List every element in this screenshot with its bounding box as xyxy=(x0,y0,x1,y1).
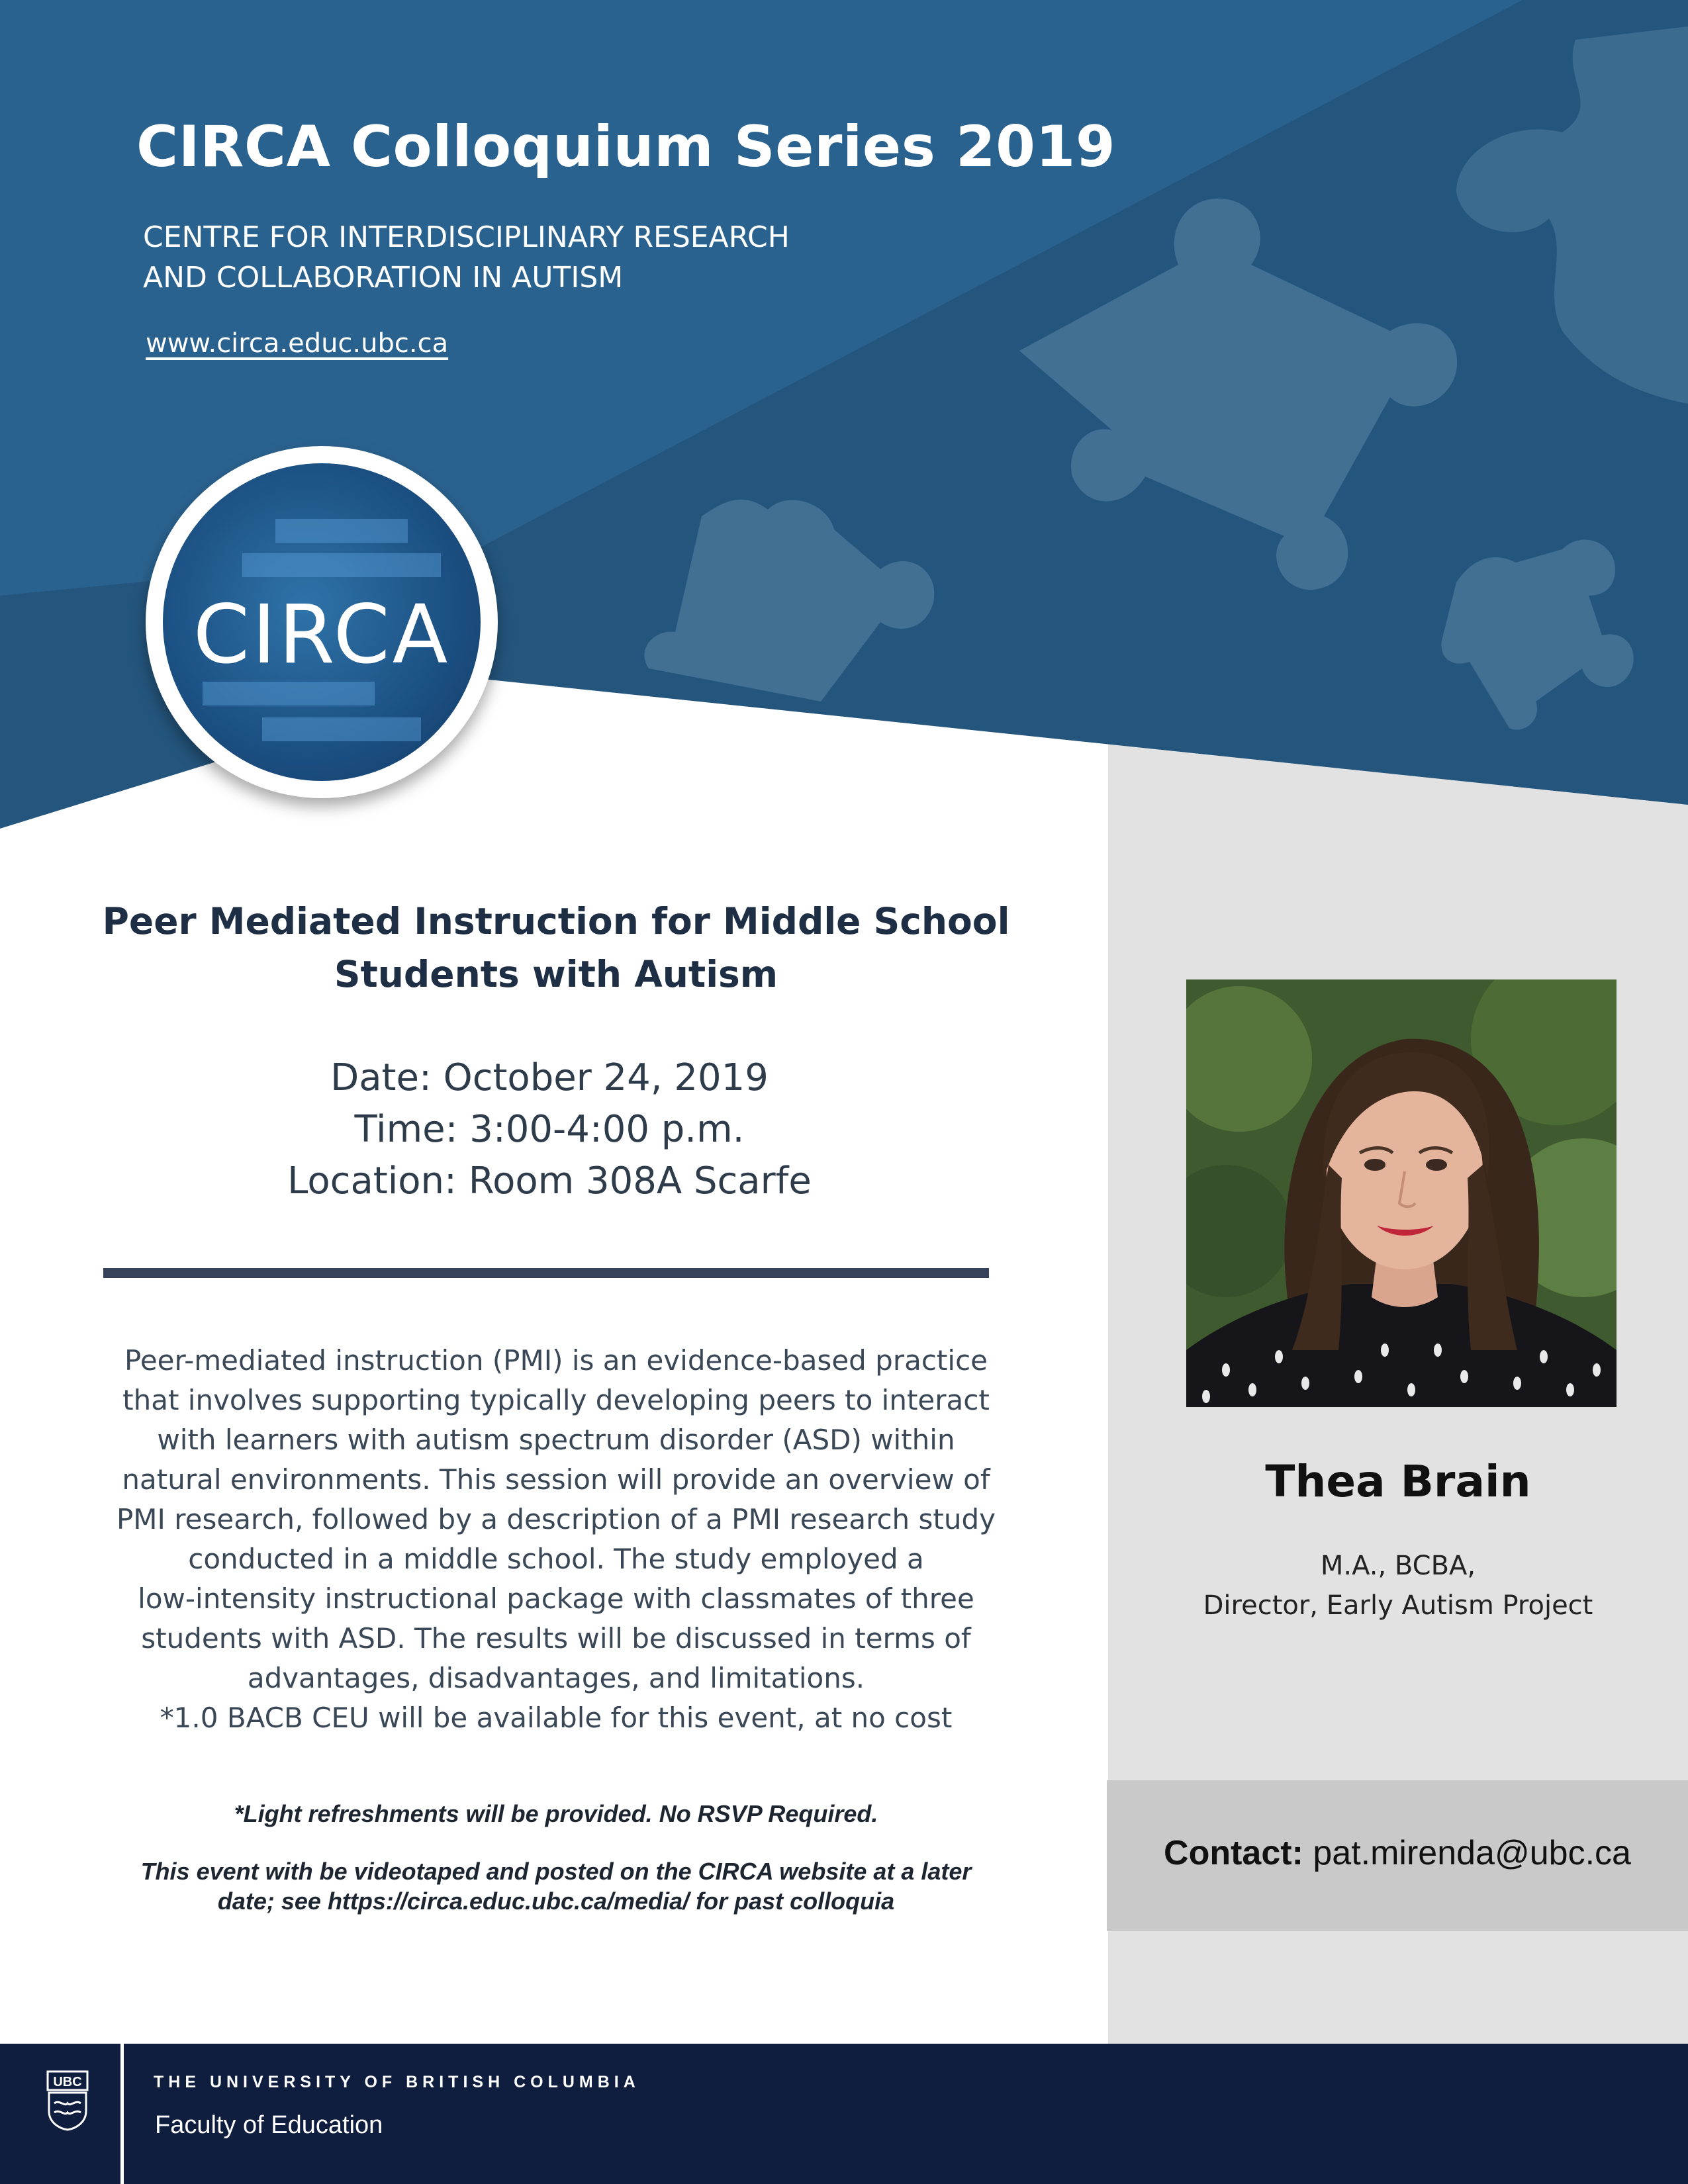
university-name: THE UNIVERSITY OF BRITISH COLUMBIA xyxy=(154,2073,640,2091)
ceu-note: *1.0 BACB CEU will be available for this event, at no cost xyxy=(160,1702,953,1734)
centre-name-line1: CENTRE FOR INTERDISCIPLINARY RESEARCH xyxy=(143,220,790,254)
contact-email[interactable]: pat.mirenda@ubc.ca xyxy=(1313,1834,1631,1872)
speaker-name: Thea Brain xyxy=(1265,1456,1531,1507)
speaker-portrait xyxy=(1186,979,1617,1407)
abstract-line: with learners with autism spectrum disorder (ASD) within xyxy=(157,1424,955,1456)
ubc-crest-icon xyxy=(46,2070,89,2131)
contact-line xyxy=(1107,1833,1688,1873)
abstract-line: conducted in a middle school. The study employed a xyxy=(188,1543,924,1575)
event-notes xyxy=(99,1799,1013,1916)
faculty-name: Faculty of Education xyxy=(155,2111,383,2139)
speaker-credentials xyxy=(1108,1546,1688,1625)
speaker-role: Director, Early Autism Project xyxy=(1203,1590,1593,1621)
talk-title-line1: Peer Mediated Instruction for Middle School xyxy=(102,900,1010,942)
talk-title xyxy=(99,895,1013,1001)
event-details xyxy=(99,1052,1000,1207)
event-location: Location: Room 308A Scarfe xyxy=(287,1160,812,1203)
refreshments-note: *Light refreshments will be provided. No RSVP Required. xyxy=(234,1800,878,1827)
circa-logo-emblem xyxy=(163,463,481,781)
circa-logo-text: CIRCA xyxy=(193,588,451,682)
crest-text: UBC xyxy=(53,2075,82,2089)
video-note xyxy=(99,1856,1013,1916)
centre-name-line2: AND COLLABORATION IN AUTISM xyxy=(143,261,624,295)
abstract-line: students with ASD. The results will be discussed in terms of xyxy=(141,1622,971,1655)
talk-abstract xyxy=(99,1341,1013,1738)
footer-bar xyxy=(0,2044,1688,2184)
event-time: Time: 3:00-4:00 p.m. xyxy=(354,1108,745,1151)
abstract-line: PMI research, followed by a description of a PMI research study xyxy=(116,1503,996,1535)
abstract-line: low-intensity instructional package with classmates of three xyxy=(138,1582,974,1615)
section-divider xyxy=(103,1268,989,1278)
website-link[interactable]: www.circa.educ.ubc.ca xyxy=(146,328,449,359)
event-date: Date: October 24, 2019 xyxy=(330,1056,769,1099)
speaker-photo xyxy=(1186,979,1617,1407)
abstract-line: Peer-mediated instruction (PMI) is an evidence-based practice xyxy=(124,1344,988,1377)
video-note-line1: This event with be videotaped and posted on the CIRCA website at a later xyxy=(140,1858,972,1885)
speaker-degrees: M.A., BCBA, xyxy=(1320,1551,1476,1581)
circa-logo xyxy=(146,446,498,798)
abstract-line: advantages, disadvantages, and limitations. xyxy=(247,1662,865,1694)
abstract-line: natural environments. This session will provide an overview of xyxy=(122,1463,990,1496)
footer-separator xyxy=(120,2044,124,2184)
series-title: CIRCA Colloquium Series 2019 xyxy=(136,114,1116,180)
talk-title-line2: Students with Autism xyxy=(334,953,778,995)
centre-name xyxy=(143,217,871,298)
contact-label: Contact: xyxy=(1164,1834,1303,1872)
abstract-line: that involves supporting typically developing peers to interact xyxy=(122,1384,990,1416)
video-note-line2: date; see https://circa.educ.ubc.ca/media/ for past colloquia xyxy=(217,1888,895,1915)
contact-box xyxy=(1107,1780,1688,1931)
